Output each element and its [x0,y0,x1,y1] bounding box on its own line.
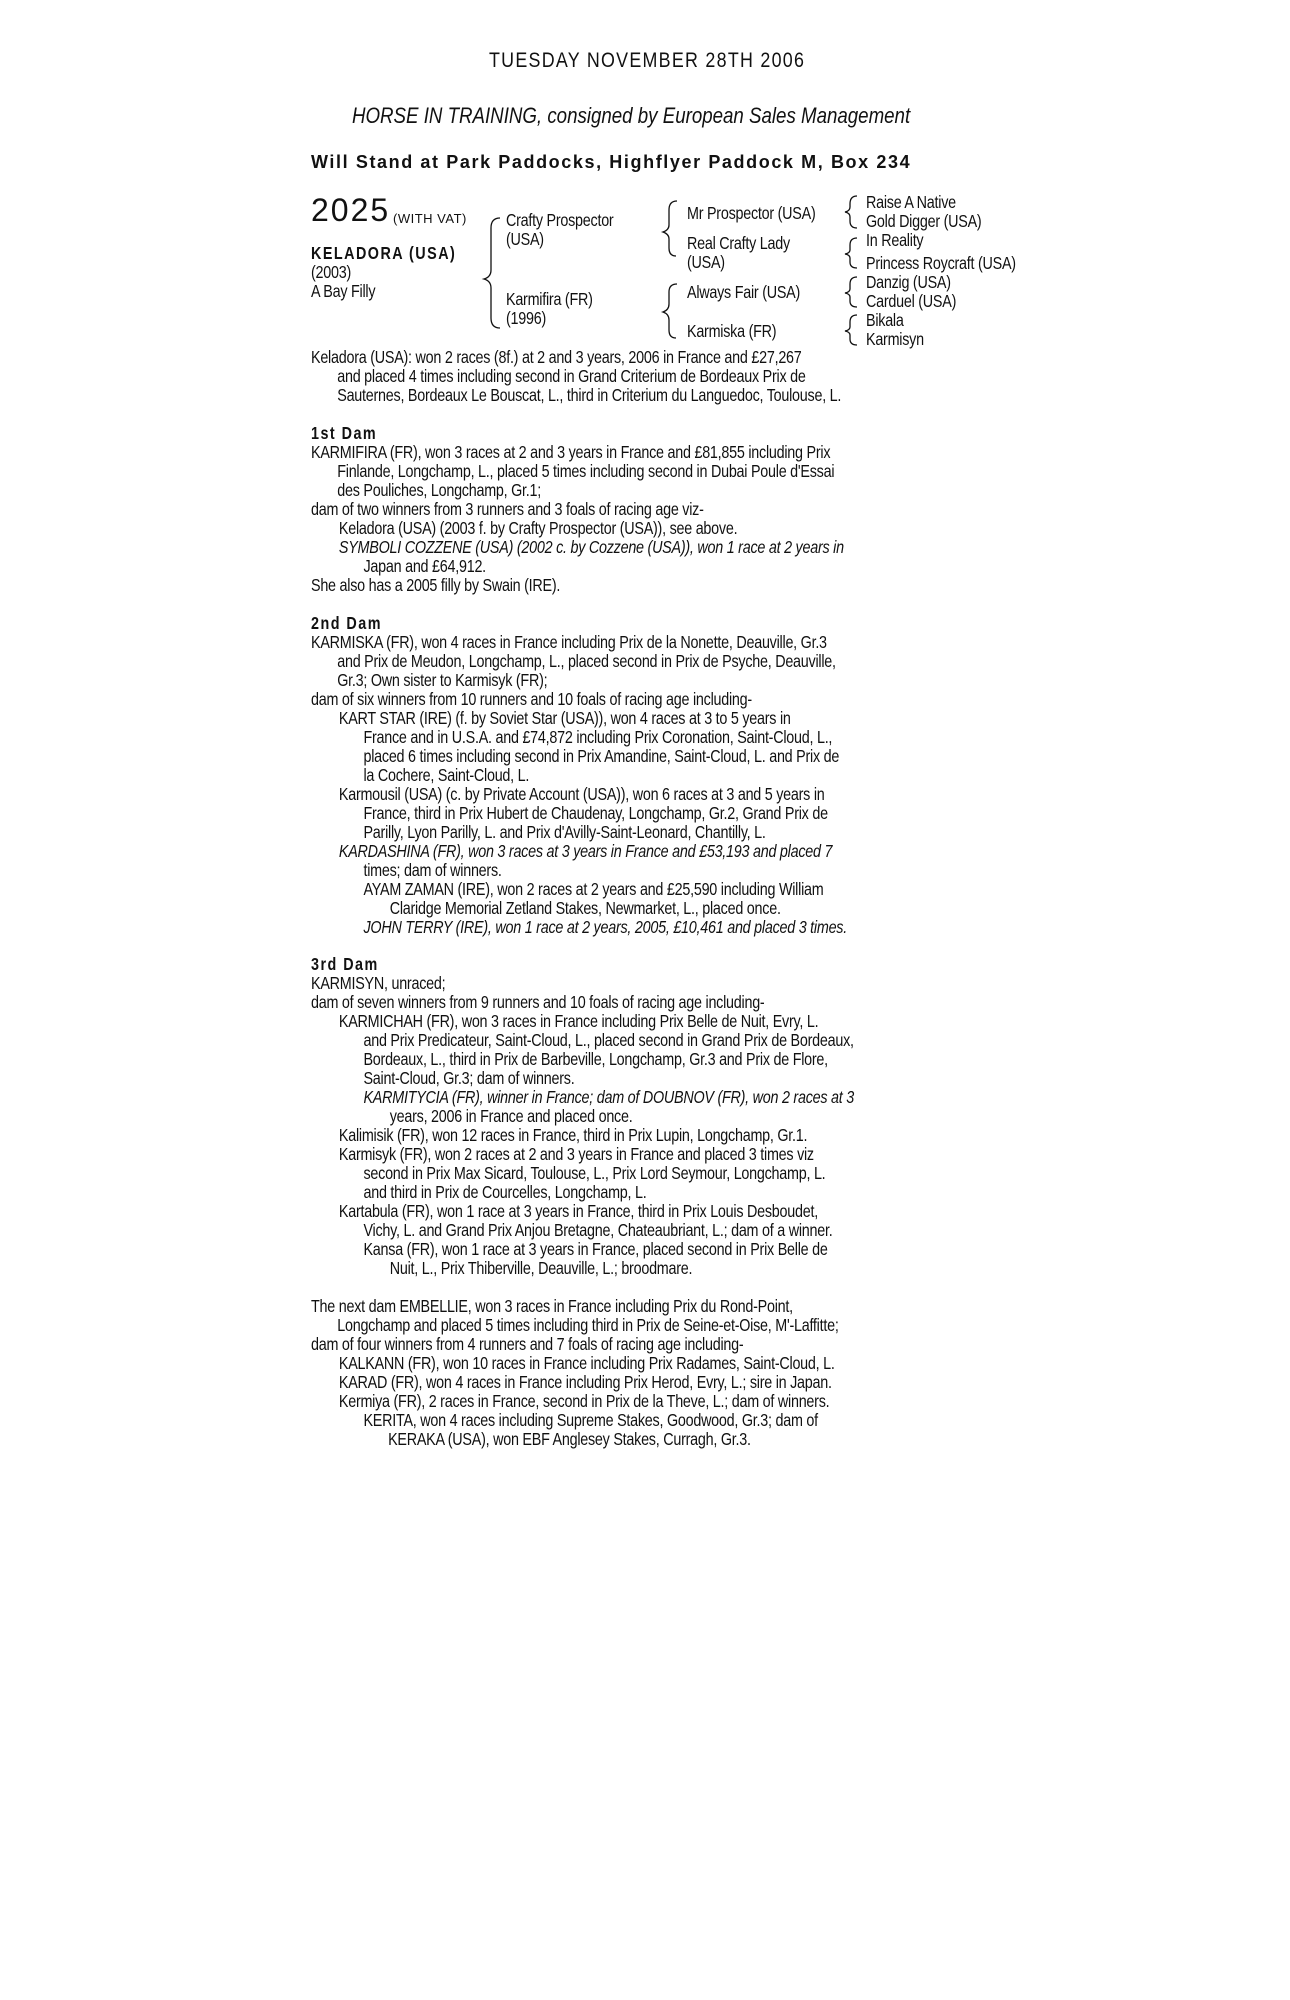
horse-name: KELADORA (USA) [311,243,457,263]
race-record-summary [311,348,841,405]
pedigree-dam: Karmifira (FR) (1996) [506,289,593,328]
pedigree-sire-dam: Real Crafty Lady (USA) [687,233,790,272]
next-dam-section: The next dam EMBELLIE, won 3 races in France including Prix du Rond-Point, Longchamp and placed 5 times including third in Prix de Seine-et-Oise, M'-Laffitte; dam of four winners from 4 runners and 7 foals of racing age including- KALKANN (FR), won 10 races in France including Prix Radames, Saint-Cloud, L. KARAD (FR), won 4 races in France including Prix Herod, Evry, L.; sire in Japan. Kermiya (FR), 2 races in France, second in Prix de la Theve, L.; dam of winners. KERITA, won 4 races including Supreme Stakes, Goodwood, Gr.3; dam of KERAKA (USA), won EBF Anglesey Stakes, Curragh, Gr.3. [311,1296,839,1449]
summary-line: and placed 4 times including second in Grand Criterium de Bordeaux Prix de [337,366,806,386]
consignment-subtitle: HORSE IN TRAINING, consigned by European Sales Management [352,103,911,128]
sale-date: TUESDAY NOVEMBER 28TH 2006 [489,49,806,72]
third-dam-section: 3rd Dam KARMISYN, unraced; dam of seven winners from 9 runners and 10 foals of racing age including- KARMICHAH (FR), won 3 races in France including Prix Belle de Nuit, Evry, L. and Prix Predicateur, Saint-Cloud, L., placed second in Grand Prix de Bordeaux, Bordeaux, L., third in Prix de Barbeville, Longchamp, Gr.3 and Prix de Flore, Saint-Cloud, Gr.3; dam of winners. KARMITYCIA (FR), winner in France; dam of DOUBNOV (FR), won 2 races at 3 years, 2006 in France and placed once. Kalimisik (FR), won 12 races in France, third in Prix Lupin, Longchamp, Gr.1. Karmisyk (FR), won 2 races at 2 and 3 years in France and placed 3 times viz second in Prix Max Sicard, Toulouse, L., Prix Lord Seymour, Longchamp, L. and third in Prix de Courcelles, Longchamp, L. Kartabula (FR), won 1 race at 3 years in France, third in Prix Louis Desboudet, Vichy, L. and Grand Prix Anjou Bretagne, Chateaubriant, L.; dam of a winner. Kansa (FR), won 1 race at 3 years in France, placed second in Prix Belle de Nuit, L., Prix Thiberville, Deauville, L.; broodmare. [311,954,854,1278]
horse-description: A Bay Filly [311,281,376,301]
pedigree-sire-sire: Mr Prospector (USA) [687,203,816,223]
pedigree-braces [0,0,1290,400]
vat-note: (WITH VAT) [393,211,467,226]
pedigree-dam-sire: Always Fair (USA) [687,282,801,302]
lot-number: 2025 [311,192,391,228]
stand-location: Will Stand at Park Paddocks, Highflyer Paddock M, Box 234 [311,152,912,172]
section-heading: 1st Dam [311,423,378,443]
summary-line: Sauternes, Bordeaux Le Bouscat, L., third in Criterium du Languedoc, Toulouse, L. [337,385,842,405]
section-heading: 3rd Dam [311,954,379,974]
second-dam-section: 2nd Dam KARMISKA (FR), won 4 races in France including Prix de la Nonette, Deauville, Gr.3 and Prix de Meudon, Longchamp, L., placed second in Prix de Psyche, Deauville, Gr.3; Own sister to Karmisyk (FR); dam of six winners from 10 runners and 10 foals of racing age including- KART STAR (IRE) (f. by Soviet Star (USA)), won 4 races at 3 to 5 years in France and in U.S.A. and £74,872 including Prix Coronation, Saint-Cloud, L., placed 6 times including second in Prix Amandine, Saint-Cloud, L. and Prix de la Cochere, Saint-Cloud, L. Karmousil (USA) (c. by Private Account (USA)), won 6 races at 3 and 5 years in France, third in Prix Hubert de Chaudenay, Longchamp, Gr.2, Grand Prix de Parilly, Lyon Parilly, L. and Prix d'Avilly-Saint-Leonard, Chantilly, L. KARDASHINA (FR), won 3 races at 3 years in France and £53,193 and placed 7 times; dam of winners. AYAM ZAMAN (IRE), won 2 races at 2 years and £25,590 including William Claridge Memorial Zetland Stakes, Newmarket, L., placed once. JOHN TERRY (IRE), won 1 race at 2 years, 2005, £10,461 and placed 3 times. [311,613,847,937]
section-heading: 2nd Dam [311,613,382,633]
pedigree-sire: Crafty Prospector (USA) [506,210,614,249]
pedigree-third-generation: Raise A Native Gold Digger (USA) In Reality Princess Roycraft (USA) Danzig (USA) Carduel (USA) Bikala Karmisyn [866,192,1016,349]
foal-year: (2003) [311,262,352,282]
summary-line: Keladora (USA): won 2 races (8f.) at 2 and 3 years, 2006 in France and £27,267 [311,347,802,367]
pedigree-dam-dam: Karmiska (FR) [687,321,777,341]
first-dam-section: 1st Dam KARMIFIRA (FR), won 3 races at 2 and 3 years in France and £81,855 including Prix Finlande, Longchamp, L., placed 5 times including second in Dubai Poule d'Essai des Pouliches, Longchamp, Gr.1; dam of two winners from 3 runners and 3 foals of racing age viz- Keladora (USA) (2003 f. by Crafty Prospector (USA)), see above. SYMBOLI COZZENE (USA) (2002 c. by Cozzene (USA)), won 1 race at 2 years in Japan and £64,912. She also has a 2005 filly by Swain (IRE). [311,423,844,595]
